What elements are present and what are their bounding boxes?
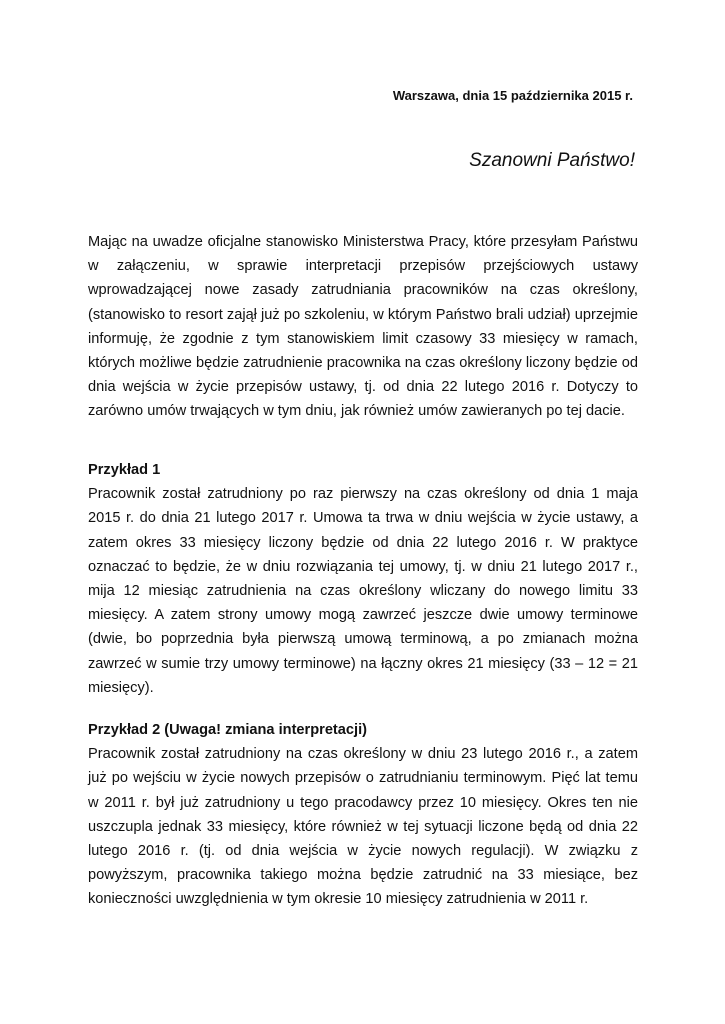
example-1-section: [88, 458, 638, 700]
example-2-paragraph: Pracownik został zatrudniony na czas określony w dniu 23 lutego 2016 r., a zatem już po wejściu w życie nowych przepisów o zatrudnianiu terminowym. Pięć lat temu w 2011 r. był już zatrudniony u tego pracodawcy przez 10 miesięcy. Okres ten nie uszczupla jednak 33 miesięcy, które również w tej sytuacji liczone będą od dnia 22 lutego 2016 r. (tj. od dnia wejścia w życie nowych regulacji). W związku z powyższym, pracownika takiego można będzie zatrudnić na 33 miesiące, bez konieczności uwzględnienia w tym okresie 10 miesięcy zatrudnienia w 2011 r.: [88, 746, 638, 908]
intro-paragraph: Mając na uwadze oficjalne stanowisko Ministerstwa Pracy, które przesyłam Państwu w załączeniu, w sprawie interpretacji przepisów przejściowych ustawy wprowadzającej nowe zasady zatrudniania pracowników na czas określony, (stanowisko to resort zajął już po szkoleniu, w którym Państwo brali udział) uprzejmie informuję, że zgodnie z tym stanowiskiem limit czasowy 33 miesięcy w ramach, których możliwe będzie zatrudnienie pracownika na czas określony liczony będzie od dnia wejścia w życie przepisów ustawy, tj. od dnia 22 lutego 2016 r. Dotyczy to zarówno umów trwających w tym dniu, jak również umów zawieranych po tej dacie.: [88, 234, 638, 420]
example-1-heading: Przykład 1: [88, 462, 161, 478]
intro-section: [88, 230, 638, 424]
example-2-section: [88, 718, 638, 912]
example-2-heading: Przykład 2 (Uwaga! zmiana interpretacji): [88, 722, 367, 738]
example-1-paragraph: Pracownik został zatrudniony po raz pierwszy na czas określony od dnia 1 maja 2015 r. do dnia 21 lutego 2017 r. Umowa ta trwa w dniu wejścia w życie ustawy, a zatem okres 33 miesięcy liczony będzie od dnia 22 lutego 2016 r. W praktyce oznaczać to będzie, że w dniu rozwiązania tej umowy, tj. w dniu 21 lutego 2017 r., mija 12 miesiąc zatrudnienia na czas określony wliczany do nowego limitu 33 miesięcy. A zatem strony umowy mogą zawrzeć jeszcze dwie umowy terminowe (dwie, bo poprzednia była pierwszą umową terminową, a po zmianach można zawrzeć w sumie trzy umowy terminowe) na łączny okres 21 miesięcy (33 – 12 = 21 miesięcy).: [88, 486, 638, 696]
date-line: Warszawa, dnia 15 października 2015 r.: [392, 88, 633, 103]
salutation: Szanowni Państwo!: [469, 150, 635, 171]
